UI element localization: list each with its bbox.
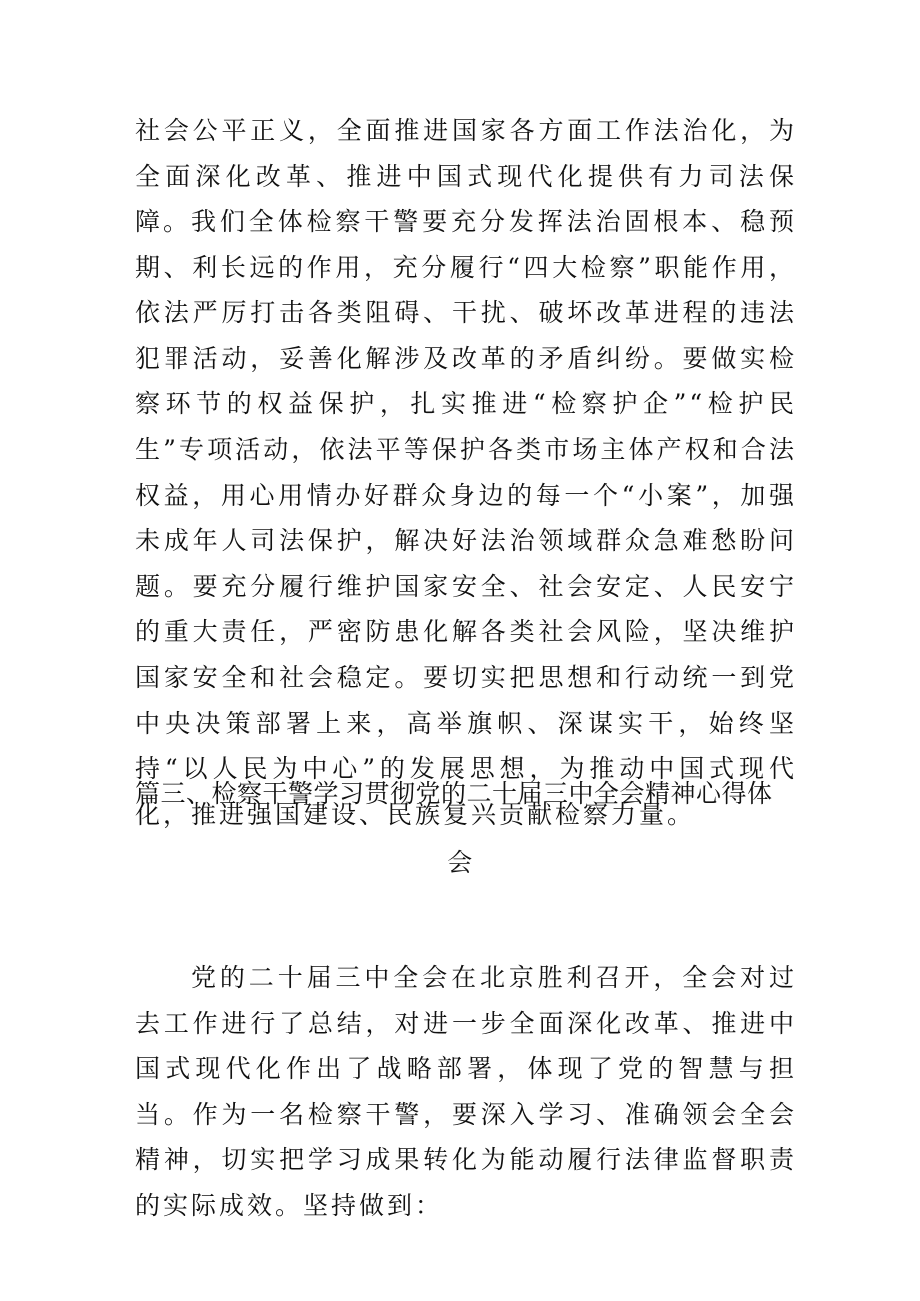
paragraph-plenary-session: 党的二十届三中全会在北京胜利召开，全会对过去工作进行了总结，对进一步全面深化改革、推进中国式现代化作出了战略部署，体现了党的智慧与担当。作为一名检察干警，要深入学习、准确领会全会精神，切实把学习成果转化为能动履行法律监督职责的实际成效。坚持做到：	[135, 963, 797, 1220]
paragraph-procuratorate-duties: 我们全体检察干警要充分发挥法治固根本、稳预期、利长远的作用，充分履行“四大检察”职能作用，依法严厉打击各类阻碍、干扰、破坏改革进程的违法犯罪活动，妥善化解涉及改革的矛盾纠纷。要做实检察环节的权益保护，扎实推进“检察护企”“检护民生”专项活动，依法平等保护各类市场主体产权和合法权益，用心用情办好群众身边的每一个“小案”，加强未成年人司法保护，解决好法治领域群众急难愁盼问题。要充分履行维护国家安全、社会安定、人民安宁的重大责任，严密防患化解各类社会风险，坚决维护国家安全和社会稳定。要切实把思想和行动统一到党中央决策部署上来，高举旗帜、深谋实干，始终坚持“以人民为中心”的发展思想，为推动中国式现代化，推进强国建设、民族复兴贡献检察力量。	[135, 207, 797, 829]
section-title: 篇三、检察干警学习贯彻党的二十届三中全会精神心得体	[135, 779, 773, 808]
section-title-continuation: 会	[447, 848, 473, 877]
paragraph-continued: 社会公平正义，全面推进国家各方面工作法治化，为全面深化改革、推进中国式现代化提供有力司法保障。	[135, 116, 797, 237]
